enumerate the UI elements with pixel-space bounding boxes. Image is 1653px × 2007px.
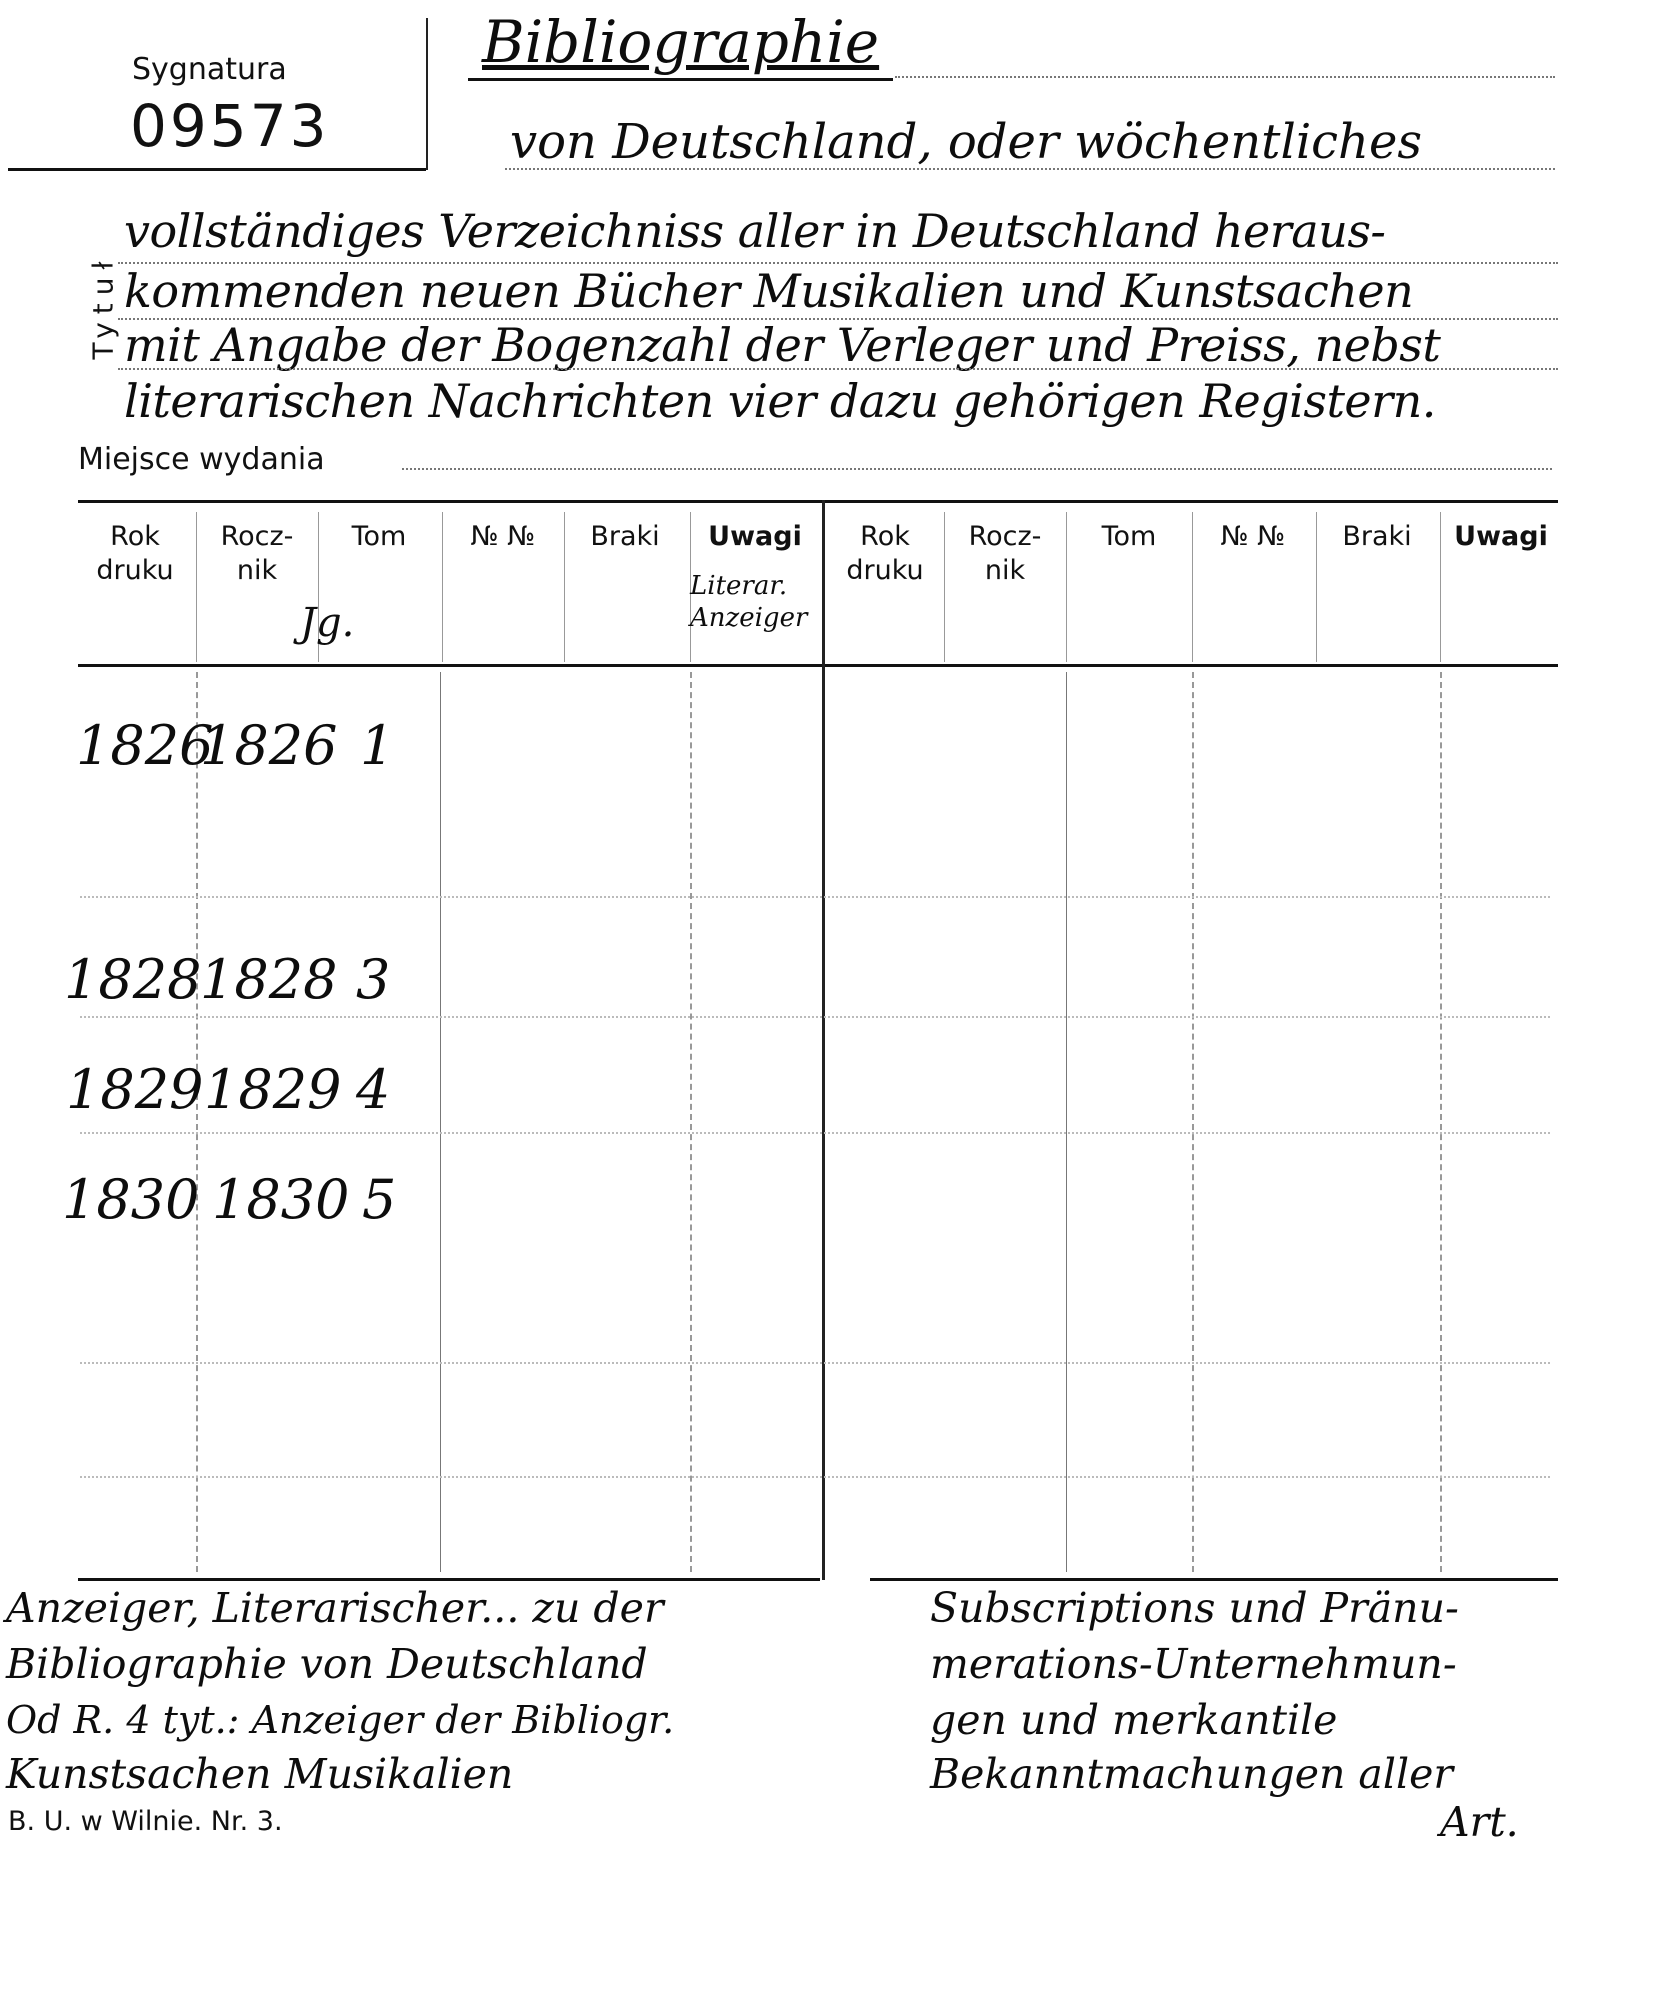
signature-value: 09573 — [130, 92, 330, 160]
header-sep — [196, 512, 197, 662]
title-line-1-dots — [505, 168, 1555, 170]
row-dots — [80, 1362, 1550, 1364]
title-line-dots — [118, 368, 1558, 370]
header-sep — [442, 512, 443, 662]
signature-box-bottom — [8, 168, 426, 171]
signature-box-right — [426, 18, 428, 170]
header-uwagi: Uwagi — [1454, 521, 1548, 552]
cell-tom: 3 — [356, 948, 391, 1011]
note-right-line: merations-Unternehmun- — [930, 1640, 1457, 1688]
row-dots — [80, 1476, 1550, 1478]
table-header-rule — [78, 664, 1558, 667]
header-rocznik: Rocz- nik — [968, 521, 1042, 586]
title-label: Tytuł — [86, 253, 120, 360]
cell-tom: 4 — [356, 1058, 391, 1121]
cell-rok: 1828 — [64, 948, 202, 1011]
header-braki: Braki — [590, 521, 660, 552]
note-right-line: Subscriptions und Pränu- — [930, 1584, 1459, 1632]
column-guide — [196, 672, 198, 1572]
title-line: vollständiges Verzeichniss aller in Deutschland heraus- — [124, 204, 1386, 258]
column-guide — [690, 672, 692, 1572]
header-numery: № № — [470, 521, 536, 552]
title-line: literarischen Nachrichten vier dazu gehörigen Registern. — [124, 374, 1436, 428]
place-label: Miejsce wydania — [78, 442, 325, 477]
table-center-divider — [822, 500, 825, 1580]
title-line-1: von Deutschland, oder wöchentliches — [510, 114, 1422, 170]
header-tom: Tom — [351, 521, 407, 552]
title-heading: Bibliographie — [482, 8, 880, 76]
note-right-line: gen und merkantile — [930, 1696, 1338, 1744]
cell-tom: 1 — [360, 714, 395, 777]
cell-rocznik: 1829 — [204, 1058, 342, 1121]
header-sep — [944, 512, 945, 662]
cell-tom: 5 — [362, 1168, 397, 1231]
table-top-rule — [78, 500, 1558, 503]
header-braki: Braki — [1342, 521, 1412, 552]
row-dots — [80, 1132, 1550, 1134]
row-dots — [80, 1016, 1550, 1018]
place-dots — [402, 468, 1552, 470]
note-left-line: Anzeiger, Literarischer... zu der — [6, 1584, 664, 1632]
note-right-line: Bekanntmachungen aller — [930, 1750, 1453, 1798]
header-numery: № № — [1220, 521, 1286, 552]
header-rok-druku: Rok druku — [96, 521, 174, 586]
header-rok-druku: Rok druku — [846, 521, 924, 586]
uwagi-annotation: Literar. Anzeiger — [690, 571, 808, 633]
column-guide — [1192, 672, 1194, 1572]
header-sep — [1316, 512, 1317, 662]
tom-annotation: Jg. — [300, 600, 355, 646]
cell-rok: 1826 — [76, 714, 214, 777]
column-guide — [1440, 672, 1442, 1572]
column-guide — [440, 672, 441, 1572]
header-sep — [1192, 512, 1193, 662]
title-heading-underline — [468, 78, 893, 81]
header-rocznik: Rocz- nik — [220, 521, 294, 586]
title-heading-dots — [895, 76, 1555, 78]
cell-rok: 1830 — [62, 1168, 200, 1231]
cell-rocznik: 1826 — [200, 714, 338, 777]
note-left-line: Kunstsachen Musikalien — [6, 1750, 514, 1798]
cell-rocznik: 1830 — [212, 1168, 350, 1231]
signature-label: Sygnatura — [132, 52, 287, 87]
header-uwagi: Uwagi — [708, 521, 802, 552]
footer-printer: B. U. w Wilnie. Nr. 3. — [8, 1806, 283, 1837]
column-guide — [1066, 672, 1067, 1572]
cell-rok: 1829 — [66, 1058, 204, 1121]
note-left-line: Bibliographie von Deutschland — [6, 1640, 648, 1688]
note-right-line: Art. — [1440, 1798, 1519, 1846]
row-dots — [80, 896, 1550, 898]
header-sep — [564, 512, 565, 662]
header-tom: Tom — [1101, 521, 1157, 552]
title-line: kommenden neuen Bücher Musikalien und Kunstsachen — [124, 264, 1414, 318]
cell-rocznik: 1828 — [200, 948, 338, 1011]
title-line: mit Angabe der Bogenzahl der Verleger und Preiss, nebst — [124, 318, 1441, 372]
header-sep — [1066, 512, 1067, 662]
header-sep — [1440, 512, 1441, 662]
note-left-line: Od R. 4 tyt.: Anzeiger der Bibliogr. — [6, 1698, 675, 1742]
